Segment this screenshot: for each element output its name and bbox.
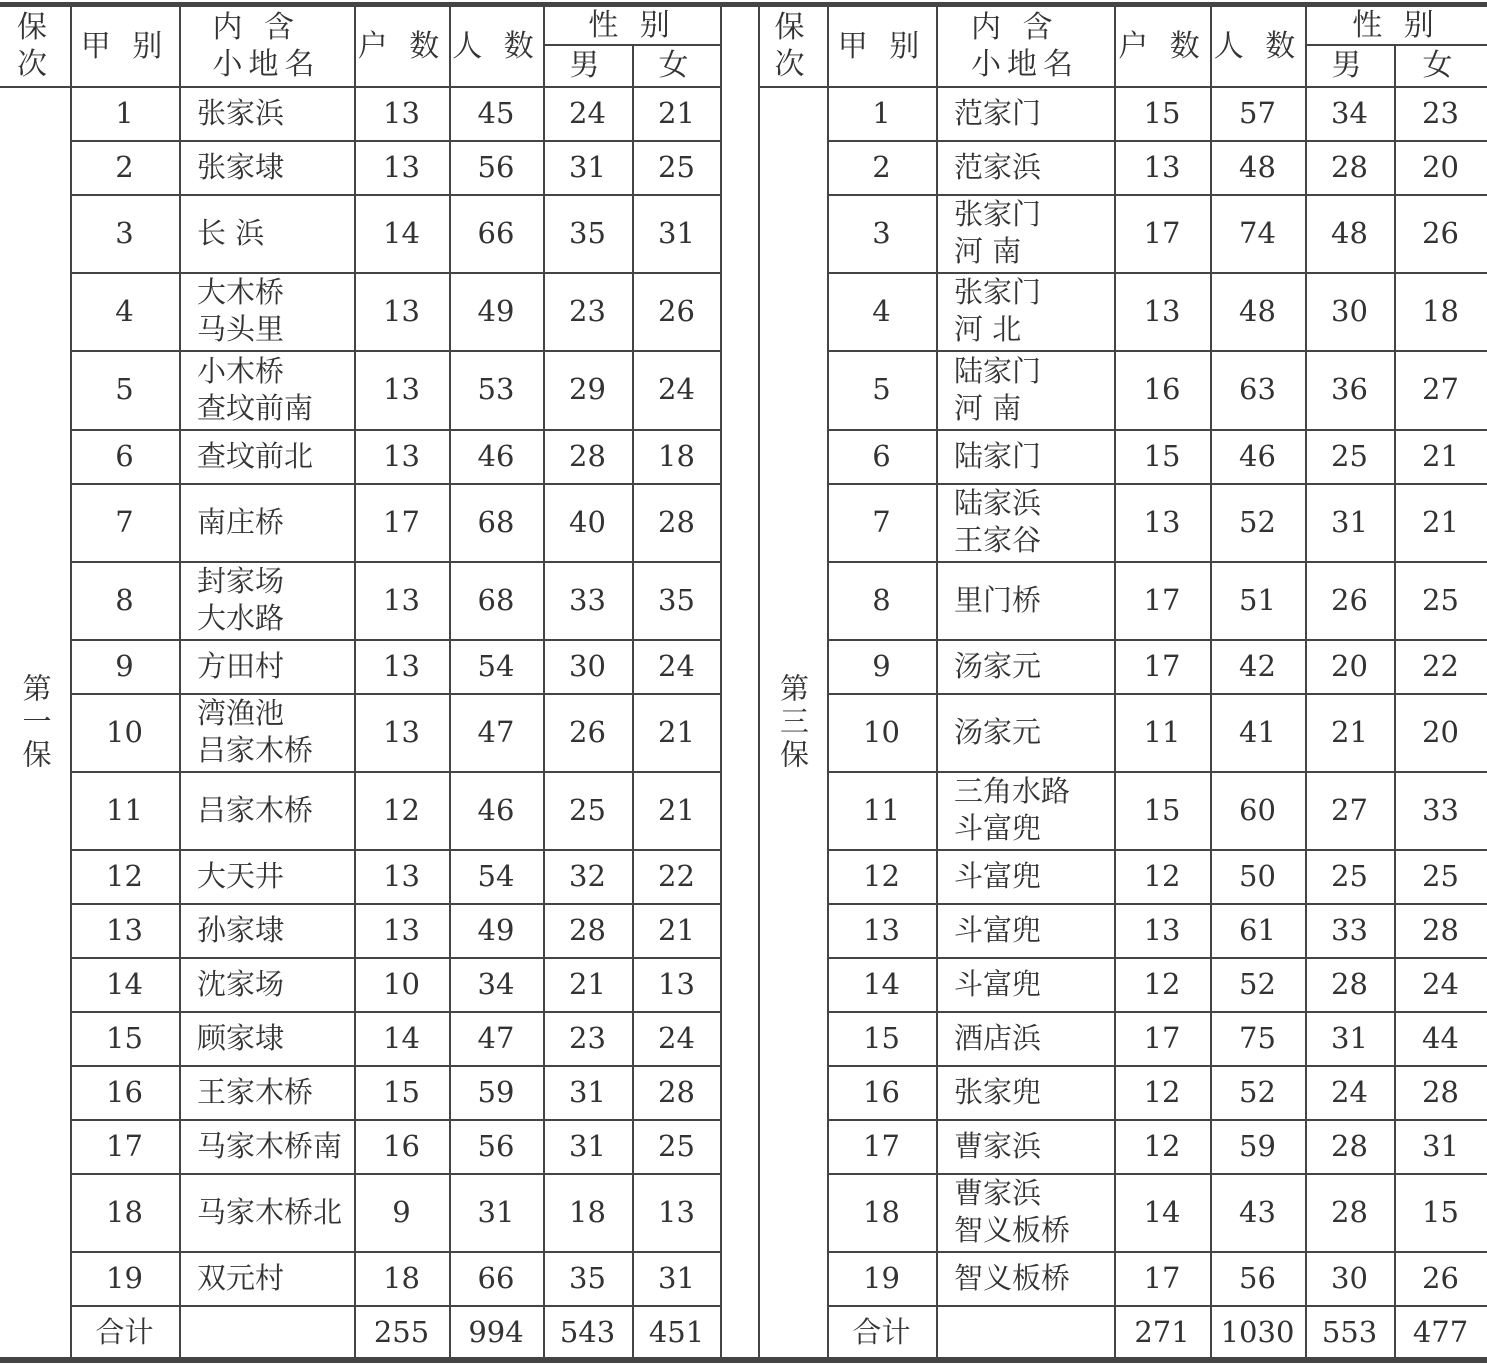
cell-male: 28 [569, 912, 606, 947]
cell-female: 20 [1422, 714, 1459, 749]
header-male: 男 [569, 47, 606, 83]
cell-jia: 11 [863, 792, 900, 827]
cell-persons: 45 [477, 95, 515, 130]
cell-names: 斗富兜 [954, 912, 1042, 947]
cell-male: 31 [569, 1074, 606, 1109]
cell-male: 35 [569, 1260, 606, 1295]
cell-households: 13 [383, 149, 420, 184]
cell-male: 31 [1331, 504, 1368, 539]
cell-persons: 59 [1239, 1128, 1276, 1163]
cell-households: 13 [383, 912, 420, 947]
header-households: 户 数 [1118, 28, 1206, 64]
cell-female: 24 [1422, 966, 1459, 1001]
cell-households: 14 [1143, 1194, 1181, 1229]
cell-households: 16 [1143, 372, 1181, 406]
cell-households: 9 [392, 1194, 411, 1229]
cell-female: 26 [658, 293, 695, 328]
cell-male: 25 [569, 792, 606, 827]
cell-names: 陆家门 河 南 [954, 353, 1042, 425]
cell-households: 13 [383, 858, 420, 893]
cell-jia: 12 [863, 858, 900, 893]
cell-names: 智义板桥 [954, 1260, 1071, 1295]
cell-female: 21 [658, 792, 695, 827]
cell-jia: 16 [106, 1074, 143, 1109]
total-names [936, 1305, 1114, 1359]
cell-names: 三角水路 斗富兜 [954, 774, 1071, 845]
cell-names: 封家场 大水路 [197, 564, 285, 635]
cell-names: 马家木桥南 [197, 1128, 343, 1163]
total-male: 553 [1321, 1314, 1378, 1349]
cell-jia: 3 [115, 215, 134, 250]
cell-female: 44 [1422, 1020, 1459, 1055]
header-male: 男 [1331, 47, 1368, 83]
cell-jia: 13 [106, 912, 143, 947]
cell-female: 26 [1422, 1260, 1459, 1295]
cell-persons: 63 [1239, 372, 1276, 406]
cell-persons: 54 [477, 648, 515, 683]
cell-male: 30 [1331, 1260, 1368, 1295]
cell-households: 13 [383, 648, 420, 683]
cell-persons: 74 [1239, 215, 1276, 250]
cell-households: 12 [1143, 1074, 1181, 1109]
cell-names: 张家兜 [954, 1074, 1042, 1109]
cell-persons: 34 [477, 966, 515, 1001]
cell-persons: 50 [1239, 858, 1276, 893]
cell-jia: 2 [115, 149, 134, 184]
cell-female: 21 [1422, 504, 1459, 539]
cell-persons: 68 [477, 504, 515, 539]
header-names: 内 含 小地名 [212, 10, 321, 82]
cell-households: 17 [1143, 582, 1181, 617]
cell-names: 斗富兜 [954, 858, 1042, 893]
total-female: 451 [648, 1314, 705, 1349]
cell-female: 28 [658, 1074, 695, 1109]
cell-female: 13 [658, 966, 695, 1001]
cell-male: 40 [569, 504, 606, 539]
table-rule [720, 6, 722, 1359]
cell-persons: 60 [1239, 792, 1276, 827]
cell-households: 13 [383, 293, 420, 328]
header-bao: 保 次 [17, 10, 53, 82]
cell-persons: 53 [477, 372, 515, 406]
cell-households: 17 [383, 504, 420, 539]
cell-jia: 14 [106, 966, 143, 1001]
cell-female: 31 [658, 215, 695, 250]
cell-jia: 9 [872, 648, 891, 683]
cell-male: 28 [569, 438, 606, 473]
cell-names: 大木桥 马头里 [197, 275, 285, 346]
cell-persons: 66 [477, 215, 515, 250]
cell-male: 30 [1331, 293, 1368, 328]
cell-male: 24 [569, 95, 606, 130]
cell-jia: 4 [115, 293, 134, 328]
total-female: 477 [1412, 1314, 1469, 1349]
cell-names: 里门桥 [954, 582, 1042, 617]
header-persons: 人 数 [452, 28, 540, 64]
cell-households: 13 [1143, 504, 1181, 539]
header-female: 女 [1422, 47, 1459, 83]
cell-persons: 66 [477, 1260, 515, 1295]
cell-persons: 46 [1239, 438, 1276, 473]
total-male: 543 [559, 1314, 616, 1349]
cell-male: 35 [569, 215, 606, 250]
cell-households: 12 [1143, 966, 1181, 1001]
cell-persons: 31 [477, 1194, 515, 1229]
cell-persons: 46 [477, 438, 515, 473]
cell-female: 18 [658, 438, 695, 473]
cell-jia: 10 [863, 714, 900, 749]
cell-male: 18 [569, 1194, 606, 1229]
cell-male: 31 [569, 1128, 606, 1163]
cell-names: 孙家埭 [197, 912, 285, 947]
cell-names: 张家浜 [197, 95, 285, 130]
cell-female: 24 [658, 648, 695, 683]
cell-households: 13 [1143, 293, 1181, 328]
cell-jia: 7 [872, 504, 891, 539]
cell-names: 陆家门 [954, 438, 1042, 473]
cell-names: 汤家元 [954, 648, 1042, 683]
cell-male: 26 [1331, 582, 1368, 617]
cell-jia: 19 [863, 1260, 900, 1295]
cell-male: 28 [1331, 1128, 1368, 1163]
cell-persons: 42 [1239, 648, 1276, 683]
cell-households: 15 [1143, 792, 1181, 827]
cell-female: 18 [1422, 293, 1459, 328]
cell-male: 24 [1331, 1074, 1368, 1109]
cell-names: 曹家浜 [954, 1128, 1042, 1163]
cell-female: 35 [658, 582, 695, 617]
cell-households: 10 [383, 966, 420, 1001]
cell-households: 13 [383, 95, 420, 130]
cell-jia: 6 [115, 438, 134, 473]
cell-jia: 19 [106, 1260, 143, 1295]
cell-female: 20 [1422, 149, 1459, 184]
cell-names: 长 浜 [197, 215, 265, 250]
cell-households: 14 [383, 1020, 420, 1055]
cell-names: 斗富兜 [954, 966, 1042, 1001]
cell-persons: 48 [1239, 293, 1276, 328]
cell-jia: 8 [872, 582, 891, 617]
cell-male: 28 [1331, 1194, 1368, 1229]
cell-households: 17 [1143, 1260, 1181, 1295]
total-persons: 994 [468, 1314, 524, 1349]
cell-persons: 75 [1239, 1020, 1276, 1055]
cell-persons: 41 [1239, 714, 1276, 749]
cell-male: 21 [1331, 714, 1368, 749]
cell-male: 20 [1331, 648, 1368, 683]
cell-jia: 1 [115, 95, 134, 130]
cell-male: 21 [569, 966, 606, 1001]
cell-persons: 47 [477, 1020, 515, 1055]
cell-households: 13 [1143, 912, 1181, 947]
cell-female: 27 [1422, 372, 1459, 406]
cell-households: 13 [383, 438, 420, 473]
cell-female: 25 [1422, 582, 1459, 617]
cell-households: 14 [383, 215, 420, 250]
cell-persons: 49 [477, 293, 515, 328]
cell-jia: 11 [106, 792, 143, 827]
cell-female: 23 [1422, 95, 1459, 130]
cell-households: 17 [1143, 648, 1181, 683]
cell-jia: 5 [872, 372, 891, 406]
cell-male: 23 [569, 293, 606, 328]
total-names [179, 1305, 354, 1359]
header-jia: 甲 别 [837, 28, 926, 64]
cell-households: 12 [383, 792, 420, 827]
cell-jia: 5 [115, 372, 134, 406]
cell-persons: 61 [1239, 912, 1276, 947]
cell-female: 25 [1422, 858, 1459, 893]
cell-households: 13 [383, 714, 420, 749]
cell-persons: 56 [1239, 1260, 1276, 1295]
cell-jia: 1 [872, 95, 891, 130]
cell-female: 28 [1422, 1074, 1459, 1109]
cell-households: 13 [383, 582, 420, 617]
cell-names: 吕家木桥 [197, 792, 314, 827]
cell-persons: 51 [1239, 582, 1276, 617]
cell-female: 31 [658, 1260, 695, 1295]
cell-households: 15 [383, 1074, 420, 1109]
cell-names: 方田村 [197, 648, 285, 683]
cell-persons: 46 [477, 792, 515, 827]
cell-male: 27 [1331, 792, 1368, 827]
cell-jia: 17 [863, 1128, 900, 1163]
cell-male: 31 [569, 149, 606, 184]
cell-persons: 56 [477, 1128, 515, 1163]
cell-households: 15 [1143, 438, 1181, 473]
cell-female: 24 [658, 1020, 695, 1055]
cell-persons: 47 [477, 714, 515, 749]
bao-label: 第一保 [18, 673, 53, 772]
cell-households: 18 [383, 1260, 420, 1295]
cell-jia: 2 [872, 149, 891, 184]
cell-persons: 43 [1239, 1194, 1276, 1229]
cell-households: 17 [1143, 1020, 1181, 1055]
cell-households: 16 [383, 1128, 420, 1163]
cell-households: 12 [1143, 858, 1181, 893]
header-sex: 性 别 [588, 7, 676, 43]
cell-male: 28 [1331, 149, 1368, 184]
cell-male: 33 [569, 582, 606, 617]
cell-names: 酒店浜 [954, 1020, 1042, 1055]
cell-households: 17 [1143, 215, 1181, 250]
cell-persons: 52 [1239, 966, 1276, 1001]
header-persons: 人 数 [1213, 28, 1302, 64]
cell-jia: 17 [106, 1128, 143, 1163]
header-households: 户 数 [357, 28, 446, 64]
cell-jia: 9 [115, 648, 134, 683]
cell-male: 23 [569, 1020, 606, 1055]
cell-jia: 4 [872, 293, 891, 328]
cell-names: 大天井 [197, 858, 285, 893]
cell-female: 25 [658, 149, 695, 184]
cell-male: 28 [1331, 966, 1368, 1001]
cell-female: 22 [1422, 648, 1459, 683]
cell-male: 30 [569, 648, 606, 683]
cell-persons: 56 [477, 149, 515, 184]
total-jia: 合计 [852, 1314, 911, 1349]
cell-male: 36 [1331, 372, 1368, 406]
total-persons: 1030 [1220, 1314, 1295, 1349]
cell-persons: 59 [477, 1074, 515, 1109]
cell-jia: 3 [872, 215, 891, 250]
cell-female: 21 [658, 912, 695, 947]
cell-male: 48 [1331, 215, 1368, 250]
cell-female: 22 [658, 858, 695, 893]
cell-jia: 15 [106, 1020, 143, 1055]
cell-female: 26 [1422, 215, 1459, 250]
cell-female: 28 [658, 504, 695, 539]
cell-male: 33 [1331, 912, 1368, 947]
cell-names: 顾家埭 [197, 1020, 285, 1055]
header-sex: 性 别 [1352, 7, 1440, 43]
cell-persons: 57 [1239, 95, 1276, 130]
cell-names: 沈家场 [197, 966, 285, 1001]
cell-female: 25 [658, 1128, 695, 1163]
cell-names: 汤家元 [954, 714, 1042, 749]
cell-jia: 7 [115, 504, 134, 539]
cell-names: 曹家浜 智义板桥 [954, 1176, 1071, 1247]
cell-jia: 13 [863, 912, 900, 947]
cell-households: 13 [383, 372, 420, 406]
cell-male: 25 [1331, 438, 1368, 473]
cell-female: 13 [658, 1194, 695, 1229]
cell-persons: 68 [477, 582, 515, 617]
cell-female: 31 [1422, 1128, 1459, 1163]
cell-female: 33 [1422, 792, 1459, 827]
cell-jia: 18 [863, 1194, 900, 1229]
header-jia: 甲 别 [80, 28, 169, 64]
total-jia: 合计 [95, 1314, 154, 1349]
header-female: 女 [658, 47, 695, 83]
cell-names: 范家浜 [954, 149, 1042, 184]
cell-jia: 16 [863, 1074, 900, 1109]
cell-female: 21 [658, 95, 695, 130]
cell-households: 13 [1143, 149, 1181, 184]
cell-households: 11 [1143, 714, 1181, 749]
cell-male: 29 [569, 372, 606, 406]
cell-names: 双元村 [197, 1260, 285, 1295]
cell-jia: 6 [872, 438, 891, 473]
cell-persons: 54 [477, 858, 515, 893]
cell-persons: 52 [1239, 504, 1276, 539]
cell-names: 张家门 河 南 [954, 197, 1042, 268]
total-households: 271 [1134, 1314, 1190, 1349]
cell-names: 王家木桥 [197, 1074, 314, 1109]
cell-female: 24 [658, 372, 695, 406]
cell-persons: 49 [477, 912, 515, 947]
cell-male: 34 [1331, 95, 1368, 130]
cell-names: 湾渔池 吕家木桥 [197, 696, 314, 767]
cell-female: 28 [1422, 912, 1459, 947]
cell-names: 陆家浜 王家谷 [954, 486, 1042, 557]
cell-jia: 15 [863, 1020, 900, 1055]
cell-names: 范家门 [954, 95, 1042, 130]
cell-names: 查坟前北 [197, 438, 314, 473]
cell-male: 26 [569, 714, 606, 749]
header-bao: 保 次 [774, 10, 811, 82]
cell-persons: 48 [1239, 149, 1276, 184]
cell-households: 12 [1143, 1128, 1181, 1163]
cell-names: 马家木桥北 [197, 1194, 343, 1229]
bao-label: 第三保 [776, 673, 810, 772]
cell-households: 15 [1143, 95, 1181, 130]
cell-male: 31 [1331, 1020, 1368, 1055]
header-names: 内 含 小地名 [971, 10, 1079, 82]
total-households: 255 [373, 1314, 430, 1349]
cell-names: 张家埭 [197, 149, 285, 184]
cell-jia: 18 [106, 1194, 143, 1229]
cell-names: 张家门 河 北 [954, 275, 1042, 346]
cell-names: 小木桥 查坟前南 [197, 353, 314, 425]
cell-persons: 52 [1239, 1074, 1276, 1109]
cell-jia: 10 [106, 714, 143, 749]
cell-female: 21 [658, 714, 695, 749]
cell-names: 南庄桥 [197, 504, 285, 539]
cell-male: 32 [569, 858, 606, 893]
cell-jia: 8 [115, 582, 134, 617]
cell-female: 15 [1422, 1194, 1459, 1229]
cell-jia: 12 [106, 858, 143, 893]
cell-jia: 14 [863, 966, 900, 1001]
cell-female: 21 [1422, 438, 1459, 473]
cell-male: 25 [1331, 858, 1368, 893]
